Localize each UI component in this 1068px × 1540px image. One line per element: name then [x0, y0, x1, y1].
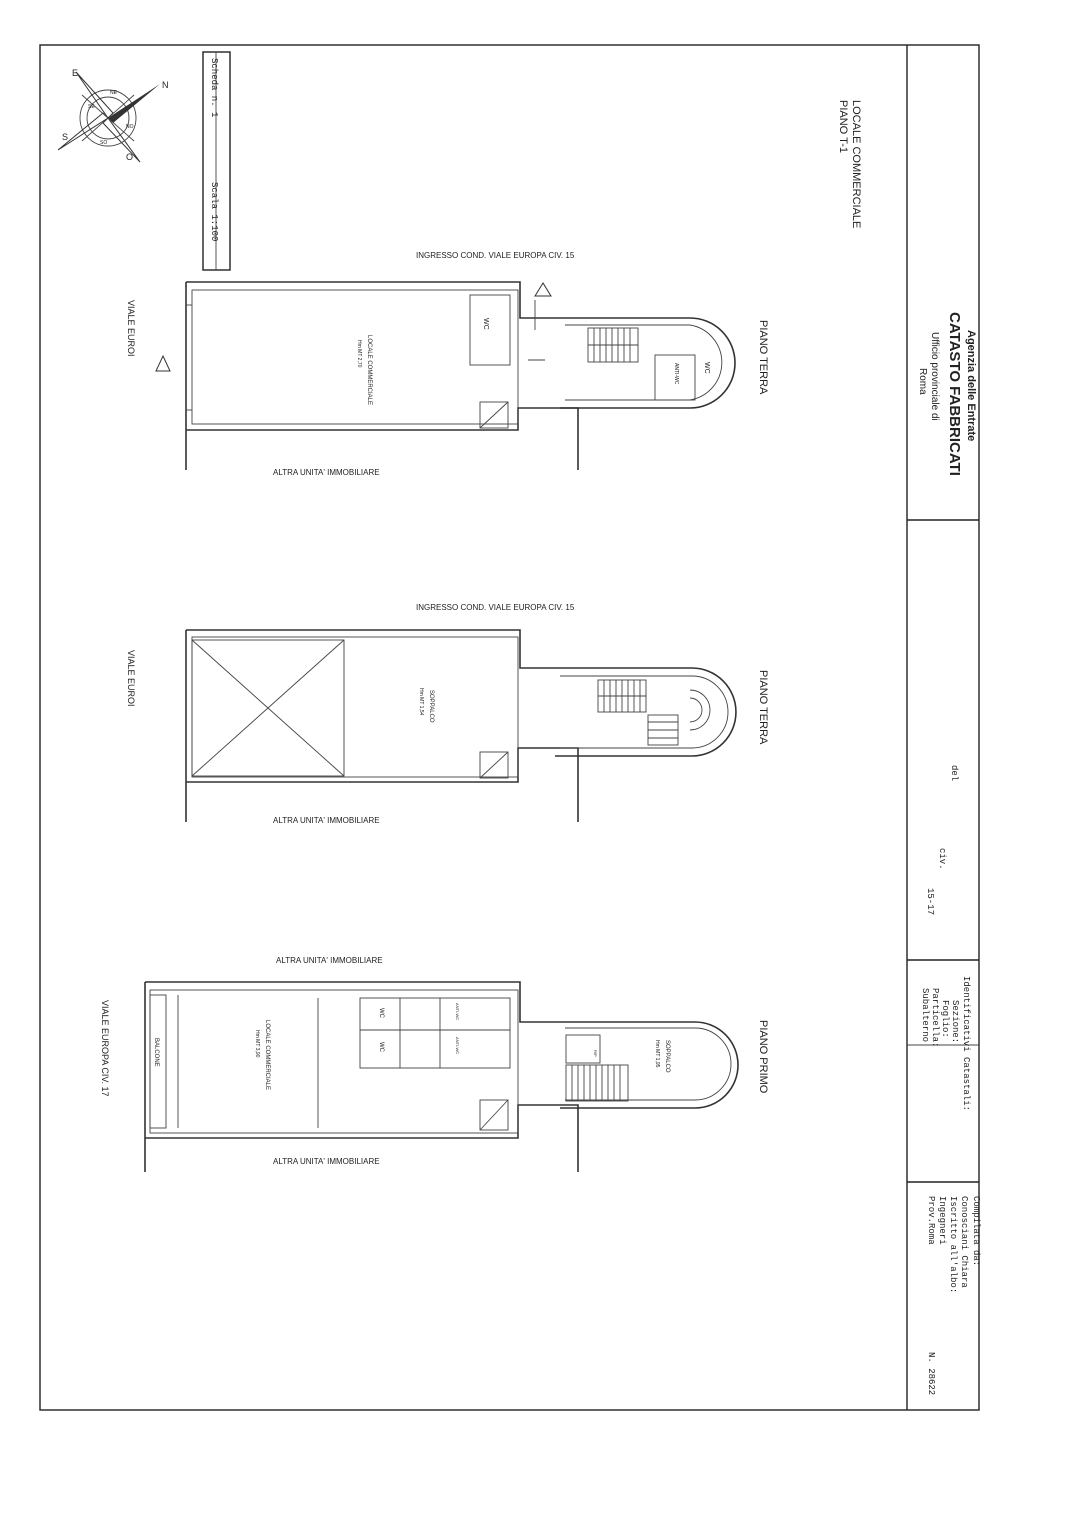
plan3-bottom-label: ALTRA UNITA' IMMOBILIARE — [273, 1157, 380, 1166]
plan1-room-height: Hm MT 2,70 — [356, 340, 362, 368]
plan1-room-name: LOCALE COMMERCIALE — [366, 335, 372, 406]
plan3-floor: PIANO PRIMO — [757, 1020, 769, 1094]
agency-name: Agenzia delle Entrate — [965, 330, 977, 442]
ids-foglio: Foglio: — [940, 1000, 950, 1038]
plan3-soppalco: SOPPALCO — [664, 1040, 670, 1073]
plan-piano-terra-1 — [126, 251, 769, 477]
compass-s: S — [62, 132, 69, 142]
plan1-wc2: WC — [703, 362, 710, 374]
plan1-floor: PIANO TERRA — [757, 320, 769, 395]
plan2-bottom-label: ALTRA UNITA' IMMOBILIARE — [273, 816, 380, 825]
plan1-bottom-label: ALTRA UNITA' IMMOBILIARE — [273, 468, 380, 477]
plan1-wc: WC — [482, 318, 489, 330]
compilata-ordine: Ingegneri — [937, 1196, 947, 1245]
compass-ne: NE — [110, 90, 117, 96]
plan3-antiwc: ANTI-WC — [455, 1003, 460, 1021]
plan-title: LOCALE COMMERCIALE — [850, 100, 862, 229]
plan3-rip: RIP — [593, 1050, 598, 1057]
ids-heading: Identificativi Catastali: — [961, 976, 971, 1112]
plan3-balcone: BALCONE — [153, 1038, 159, 1067]
ids-particella: Particella: — [930, 988, 940, 1048]
compass-se: SE — [88, 104, 95, 110]
plan1-antiwc: ANTI-WC — [673, 363, 679, 385]
compass-so: SO — [100, 140, 108, 146]
plan3-soppalco-height: Hm MT 1,95 — [654, 1040, 660, 1068]
compass-rose-icon — [58, 68, 169, 162]
del-label: del — [949, 765, 959, 782]
compass-n: N — [162, 80, 169, 90]
scheda-scale: Scala 1:100 — [209, 182, 219, 242]
plan-piano-primo — [100, 956, 769, 1172]
civ-label: civ. — [937, 848, 947, 870]
plan-piano-terra-2 — [126, 603, 769, 825]
ufficio-label: Ufficio provinciale di — [929, 332, 940, 421]
city-name: Roma — [917, 368, 928, 395]
ids-sezione: Sezione: — [950, 1000, 960, 1044]
catasto-title: CATASTO FABBRICATI — [946, 312, 963, 476]
compass-o: O — [126, 152, 134, 162]
plan3-wc: WC — [378, 1008, 384, 1018]
compass-e: E — [72, 68, 79, 78]
plan1-top-label: INGRESSO COND. VIALE EUROPA CIV. 15 — [416, 251, 575, 260]
sheet-frame — [40, 45, 979, 1410]
plan3-top-label: ALTRA UNITA' IMMOBILIARE — [276, 956, 383, 965]
plan2-top-label: INGRESSO COND. VIALE EUROPA CIV. 15 — [416, 603, 575, 612]
plan3-wc2: WC — [378, 1042, 384, 1052]
plan1-side-label: VIALE EUROI — [126, 300, 136, 357]
plan3-side-label: VIALE EUROPA CIV. 17 — [100, 1000, 110, 1097]
plan2-side-label: VIALE EUROI — [126, 650, 136, 707]
scheda-number: Scheda n. 1 — [209, 58, 219, 118]
compilata-label: Compilata da: — [971, 1196, 981, 1267]
plan3-room-name: LOCALE COMMERCIALE — [264, 1020, 270, 1091]
plan3-room-height: Hm MT 3,90 — [254, 1030, 260, 1058]
compilata-prov: Prov.Roma — [926, 1196, 936, 1245]
ids-subalterno: Subalterno — [920, 988, 930, 1043]
plan2-room-height: Hm MT 1,54 — [418, 688, 424, 716]
civ-value: 15-17 — [925, 888, 935, 916]
plan2-room-name: SOPPALCO — [428, 690, 434, 723]
compilata-name: Conosciani Chiara — [959, 1196, 969, 1288]
plan3-antiwc2: ANTI-WC — [455, 1037, 460, 1055]
compass-no: NO — [126, 124, 134, 130]
compilata-albo: Iscritto all'albo: — [948, 1196, 958, 1294]
compilata-number: N. 28622 — [926, 1352, 936, 1396]
plan-subtitle: PIANO T-1 — [837, 100, 849, 153]
plan2-floor: PIANO TERRA — [757, 670, 769, 745]
